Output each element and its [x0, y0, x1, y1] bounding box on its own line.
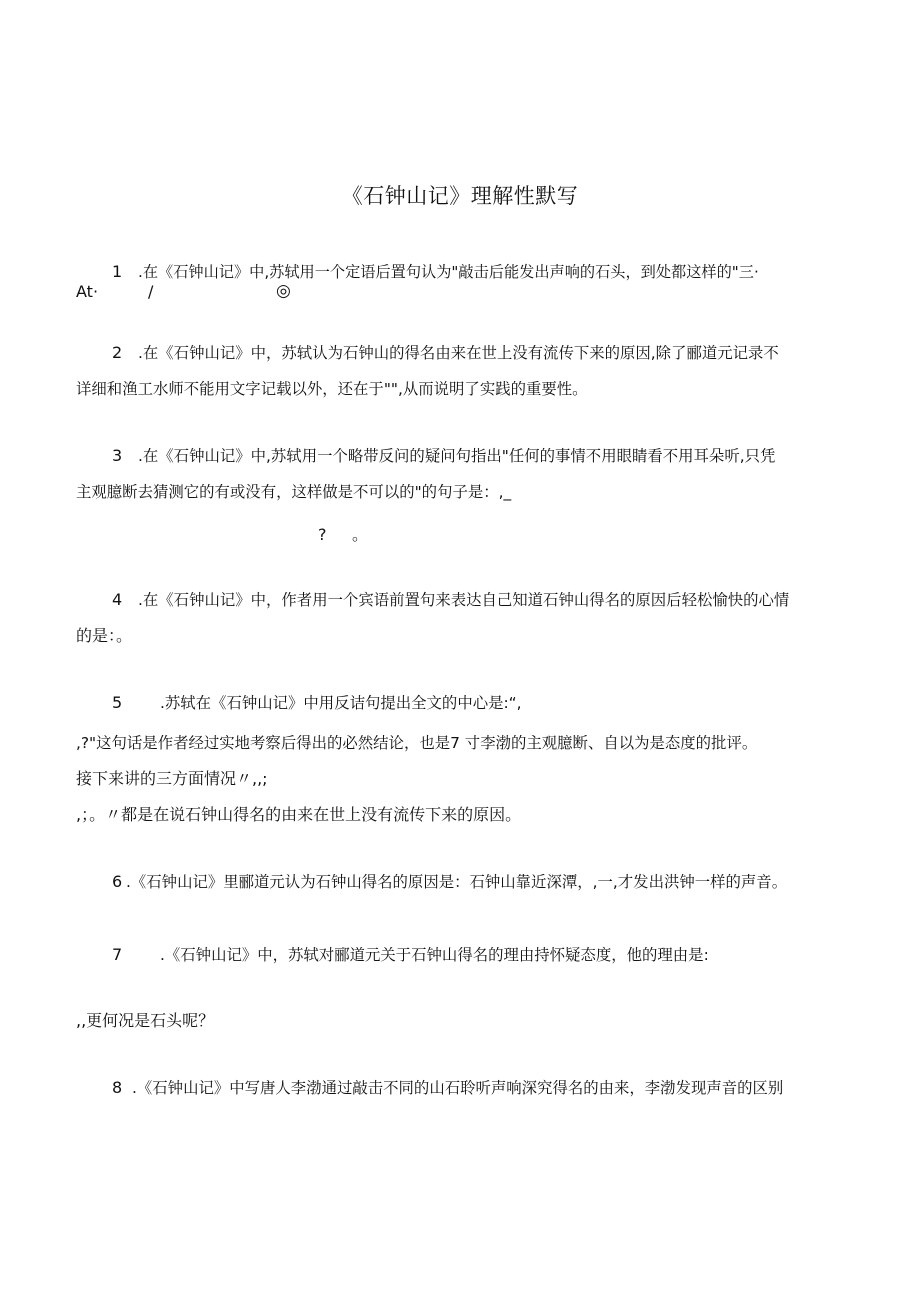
question-2-line-1: [112, 343, 779, 363]
question-number: 1: [112, 262, 123, 281]
question-number: 8: [112, 1078, 123, 1097]
question-4-line-2: 的是：。: [76, 626, 133, 645]
question-3-answer-period: 。: [352, 525, 369, 544]
question-text: .在《石钟山记》中，作者用一个宾语前置句来表达自己知道石钟山得名的原因后轻松愉快的心情: [138, 591, 790, 609]
question-1-answer-fragment-c: ◎: [276, 281, 291, 301]
question-6-line-1: [112, 872, 787, 892]
question-5-line-1: [112, 693, 522, 713]
question-number: 4: [112, 590, 123, 609]
question-5-line-2: ,?"这句话是作者经过实地考察后得出的必然结论，也是7 寸李渤的主观臆断、自以为是态度的批评。: [76, 734, 758, 752]
question-5-line-4: ,；。〃都是在说石钟山得名的由来在世上没有流传下来的原因。: [76, 805, 522, 824]
question-1-answer-fragment-a: At·: [76, 282, 99, 301]
question-text: .《石钟山记》中，苏轼对郦道元关于石钟山得名的理由持怀疑态度，他的理由是:: [160, 946, 709, 964]
question-1-answer-fragment-b: /: [148, 282, 154, 301]
document-title: 《石钟山记》理解性默写: [341, 184, 579, 208]
question-text: .在《石钟山记》中,苏轼用一个定语后置句认为"敲击后能发出声响的石头，到处都这样的"三·: [138, 263, 759, 281]
question-2-line-2: 详细和渔工水师不能用文字记载以外，还在于"",从而说明了实践的重要性。: [76, 380, 588, 398]
question-5-line-3: 接下来讲的三方面情况〃,,;: [76, 769, 268, 788]
question-number: 6: [112, 872, 123, 891]
question-number: 7: [112, 945, 123, 964]
question-number: 2: [112, 343, 123, 362]
question-7-line-2: ,,更何况是石头呢？: [76, 1011, 215, 1030]
question-text: .《石钟山记》中写唐人李渤通过敲击不同的山石聆听声响深究得名的由来，李渤发现声音的区别: [132, 1079, 784, 1097]
question-3-answer-question-mark: ?: [318, 525, 327, 544]
question-text: .在《石钟山记》中，苏轼认为石钟山的得名由来在世上没有流传下来的原因,除了郦道元记录不: [138, 344, 779, 362]
question-number: 5: [112, 693, 123, 712]
question-1-line-1: [112, 262, 759, 282]
question-text: .在《石钟山记》中,苏轼用一个略带反问的疑问句指出"任何的事情不用眼睛看不用耳朵听,只凭: [138, 447, 776, 465]
question-3-line-2: 主观臆断去猜测它的有或没有，这样做是不可以的"的句子是：,_: [76, 483, 512, 501]
question-text: .苏轼在《石钟山记》中用反诘句提出全文的中心是:“,: [160, 694, 522, 712]
question-4-line-1: [112, 590, 789, 610]
question-number: 3: [112, 446, 123, 465]
question-3-line-1: [112, 446, 775, 466]
question-text: .《石钟山记》里郦道元认为石钟山得名的原因是：石钟山靠近深潭，,一,才发出洪钟一样的声音。: [126, 873, 788, 891]
question-8-line-1: [112, 1078, 783, 1098]
question-7-line-1: [112, 945, 709, 965]
